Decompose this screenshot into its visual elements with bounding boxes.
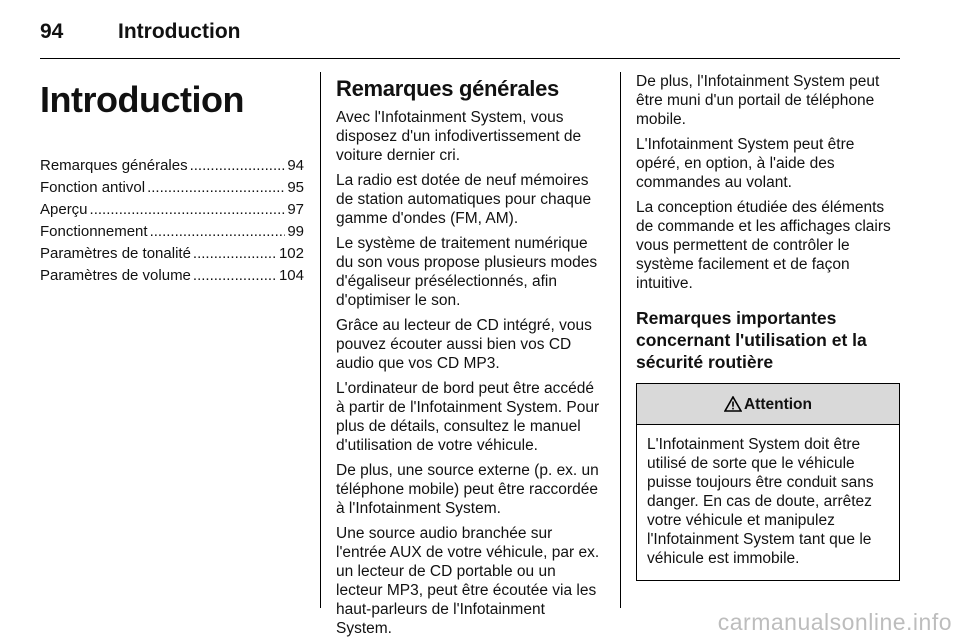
page-number: 94 (40, 20, 64, 43)
watermark: carmanualsonline.info (717, 609, 952, 635)
paragraph: De plus, une source externe (p. ex. un téléphone mobile) peut être raccordée à l'Infotainment System. (336, 462, 599, 517)
toc-leader (90, 200, 286, 219)
notice-header (637, 384, 899, 425)
toc-item[interactable] (40, 178, 304, 200)
toc-page: 104 (278, 267, 304, 284)
toc-leader (193, 244, 277, 263)
paragraph: De plus, l'Infotainment System peut être muni d'un portail de téléphone mobile. (636, 73, 880, 128)
paragraph: La radio est dotée de neuf mémoires de station automatiques pour chaque gamme d'ondes (FM, AM). (336, 172, 592, 227)
column-divider (320, 72, 321, 608)
toc-label: Aperçu (40, 201, 88, 218)
toc-leader (190, 156, 286, 175)
section-column (336, 72, 604, 644)
subsection-title: Remarques importantes concernant l'utilisation et la sécurité routière (636, 308, 867, 372)
toc-label: Paramètres de tonalité (40, 245, 191, 262)
header-title: Introduction (118, 20, 241, 43)
toc-label: Paramètres de volume (40, 267, 191, 284)
chapter-column (40, 72, 304, 288)
table-of-contents (40, 156, 304, 288)
toc-label: Fonctionnement (40, 223, 148, 240)
toc-item[interactable] (40, 266, 304, 288)
toc-page: 99 (287, 223, 304, 240)
toc-item[interactable] (40, 222, 304, 244)
toc-label: Remarques générales (40, 157, 188, 174)
paragraph: Une source audio branchée sur l'entrée AUX de votre véhicule, par ex. un lecteur de CD portable ou un lecteur MP3, peut être écoutée via les haut-parleurs de l'Infotainment System. (336, 525, 600, 637)
toc-item[interactable] (40, 244, 304, 266)
notice-text: L'Infotainment System doit être utilisé de sorte que le véhicule puisse toujours être conduit sans danger. En cas de doute, arrêtez votre véhicule et manipulez l'Infotainment System tant que le véhicule est immobile. (647, 436, 874, 567)
toc-page: 102 (278, 245, 304, 262)
paragraph: L'ordinateur de bord peut être accédé à partir de l'Infotainment System. Pour plus de détails, consultez le manuel d'utilisation de votre véhicule. (336, 380, 600, 454)
notice-title: Attention (743, 395, 812, 413)
toc-item[interactable] (40, 156, 304, 178)
toc-page: 95 (287, 179, 304, 196)
right-column (636, 72, 900, 581)
chapter-title: Introduction (40, 79, 244, 120)
header-rule (40, 58, 900, 59)
toc-page: 94 (287, 157, 304, 174)
toc-item[interactable] (40, 200, 304, 222)
warning-triangle-icon (724, 396, 742, 412)
section-title: Remarques générales (336, 76, 559, 101)
toc-label: Fonction antivol (40, 179, 146, 196)
paragraph: La conception étudiée des éléments de commande et les affichages clairs vous permettent de contrôler le système facilement et de façon intuitive. (636, 199, 891, 292)
toc-leader (150, 222, 286, 241)
toc-page: 97 (287, 201, 304, 218)
paragraph: Grâce au lecteur de CD intégré, vous pouvez écouter aussi bien vos CD audio que vos CD MP3. (336, 317, 592, 372)
warning-notice (636, 383, 900, 581)
paragraph: Le système de traitement numérique du son vous propose plusieurs modes d'égaliseur présélectionnés, afin d'optimiser le son. (336, 235, 598, 309)
column-divider (620, 72, 621, 608)
toc-leader (147, 178, 285, 197)
paragraph: L'Infotainment System peut être opéré, en option, à l'aide des commandes au volant. (636, 136, 855, 191)
paragraph: Avec l'Infotainment System, vous disposez d'un infodivertissement de voiture dernier cri. (336, 109, 582, 164)
page-header (40, 18, 900, 58)
toc-leader (193, 266, 277, 285)
